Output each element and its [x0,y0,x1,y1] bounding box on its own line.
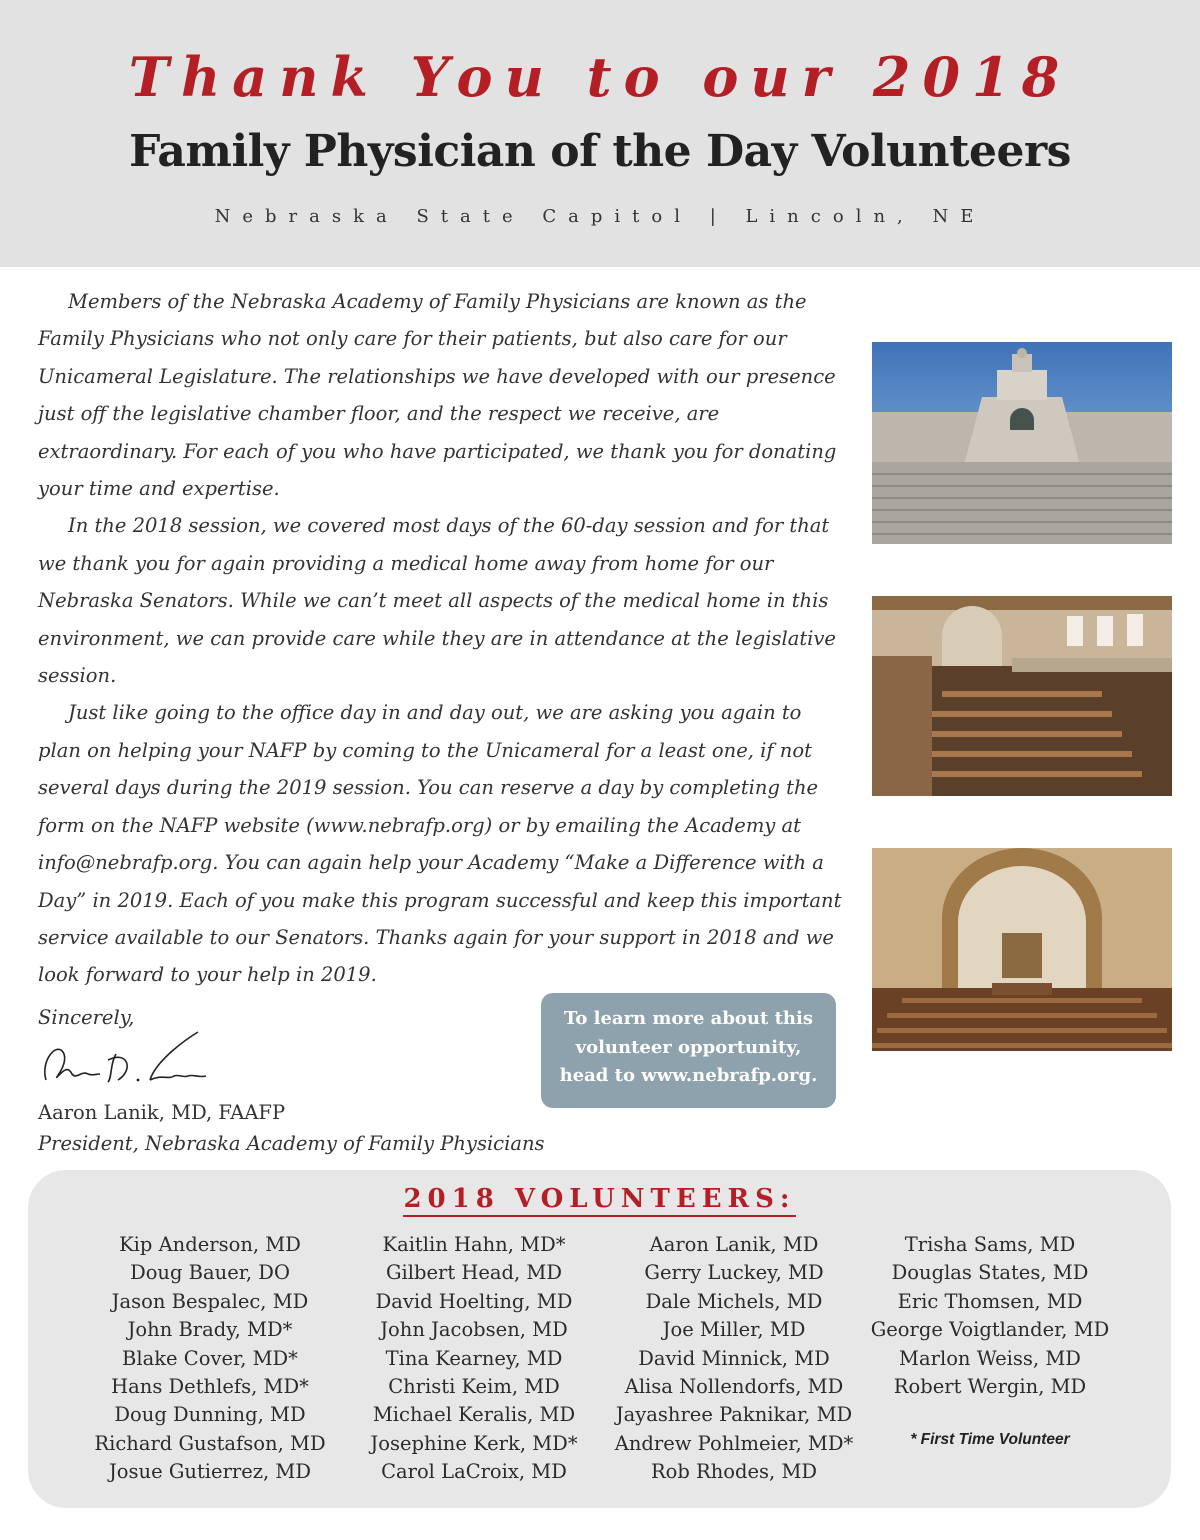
volunteer-name: David Hoelting, MD [375,1289,573,1313]
volunteer-name: Michael Keralis, MD [372,1403,576,1427]
signer-name: Aaron Lanik, MD, FAAFP [38,1101,286,1124]
volunteer-column-3 [594,1231,874,1487]
letter-paragraph-1: Members of the Nebraska Academy of Family Physicians are known as the Family Physicians who not only care for their patients, but also care for our Unicameral Legislature. The relationships we have developed with our presence just off the legislative chamber floor, and the respect we receive, are extraordinary. For each of you who have participated, we thank you for donating your time and expertise. [38,290,837,501]
letter-body [38,283,843,994]
volunteer-name: Doug Bauer, DO [130,1261,290,1285]
volunteer-name: Josue Gutierrez, MD [108,1460,312,1484]
volunteers-panel [28,1170,1171,1508]
volunteer-name: Christi Keim, MD [388,1374,560,1398]
volunteer-name: Tina Kearney, MD [385,1346,563,1370]
callout-line-1: To learn more about this [564,1008,813,1029]
volunteer-name: Andrew Pohlmeier, MD* [614,1431,854,1455]
signature-image [38,1030,218,1090]
callout-line-2: volunteer opportunity, [575,1036,802,1058]
first-time-footnote: * First Time Volunteer [910,1431,1070,1448]
volunteer-name: John Brady, MD* [127,1318,293,1342]
chamber-balcony-photo [872,596,1172,796]
letter-paragraph-2: In the 2018 session, we covered most days of the 60-day session and for that we thank you for again providing a medical home away from home for our Nebraska Senators. While we can’t meet all aspects of the medical home in this environment, we can provide care while they are in attendance at the legislative session. [38,514,836,688]
closing-salutation: Sincerely, [38,1006,135,1029]
volunteer-name: Jayashree Paknikar, MD [615,1403,853,1427]
volunteer-column-1 [70,1231,350,1487]
callout-line-3: head to www.nebrafp.org. [559,1065,818,1086]
volunteer-name: Jason Bespalec, MD [111,1289,309,1313]
volunteer-name: Kip Anderson, MD [119,1233,301,1256]
volunteer-name: Rob Rhodes, MD [650,1460,818,1484]
volunteer-name: Aaron Lanik, MD [649,1233,819,1256]
volunteers-heading-text: 2018 VOLUNTEERS: [403,1184,795,1217]
volunteer-name: Josephine Kerk, MD* [370,1431,578,1455]
volunteer-name: Blake Cover, MD* [122,1346,298,1370]
volunteer-name: Gerry Luckey, MD [644,1261,824,1285]
volunteer-name: Robert Wergin, MD [893,1374,1087,1398]
learn-more-callout [541,993,836,1108]
title-line-1: Thank You to our 2018 [128,45,1072,109]
volunteer-name: Joe Miller, MD [662,1318,806,1342]
volunteer-name: Alisa Nollendorfs, MD [624,1374,844,1398]
capitol-exterior-photo [872,342,1172,544]
title-line-2: Family Physician of the Day Volunteers [129,126,1071,177]
volunteer-name: Gilbert Head, MD [385,1261,563,1285]
volunteers-heading [28,1182,1171,1216]
volunteer-name: Marlon Weiss, MD [899,1346,1081,1370]
volunteer-name: Dale Michels, MD [645,1289,823,1313]
volunteer-name: Eric Thomsen, MD [897,1289,1083,1313]
letter-paragraph-3: Just like going to the office day in and day out, we are asking you again to plan on helping your NAFP by coming to the Unicameral for a least one, if not several days during the 2019 session. You can reserve a day by completing the form on the NAFP website (www.nebrafp.org) or by emailing the Academy at info@nebrafp.org. You can again help your Academy “Make a Difference with a Day” in 2019. Each of you make this program successful and keep this important service available to our Senators. Thanks again for your support in 2018 and we look forward to your help in 2019. [38,701,842,987]
volunteer-name: John Jacobsen, MD [380,1318,568,1342]
chamber-arch-photo [872,848,1172,1051]
volunteer-name: Doug Dunning, MD [114,1403,306,1427]
volunteer-column-2 [334,1231,614,1487]
volunteer-column-4 [850,1231,1130,1401]
volunteer-name: Hans Dethlefs, MD* [111,1374,309,1398]
volunteer-name: Kaitlin Hahn, MD* [382,1233,566,1256]
location-subtitle: Nebraska State Capitol | Lincoln, NE [214,206,986,227]
volunteer-name: Richard Gustafson, MD [94,1431,326,1455]
header-banner [0,0,1200,267]
volunteer-name: David Minnick, MD [638,1346,830,1370]
signer-title: President, Nebraska Academy of Family Physicians [38,1132,545,1155]
volunteer-name: Carol LaCroix, MD [381,1460,567,1484]
volunteer-name: Trisha Sams, MD [904,1233,1076,1256]
volunteer-name: Douglas States, MD [891,1261,1089,1285]
volunteer-name: George Voigtlander, MD [870,1318,1110,1342]
